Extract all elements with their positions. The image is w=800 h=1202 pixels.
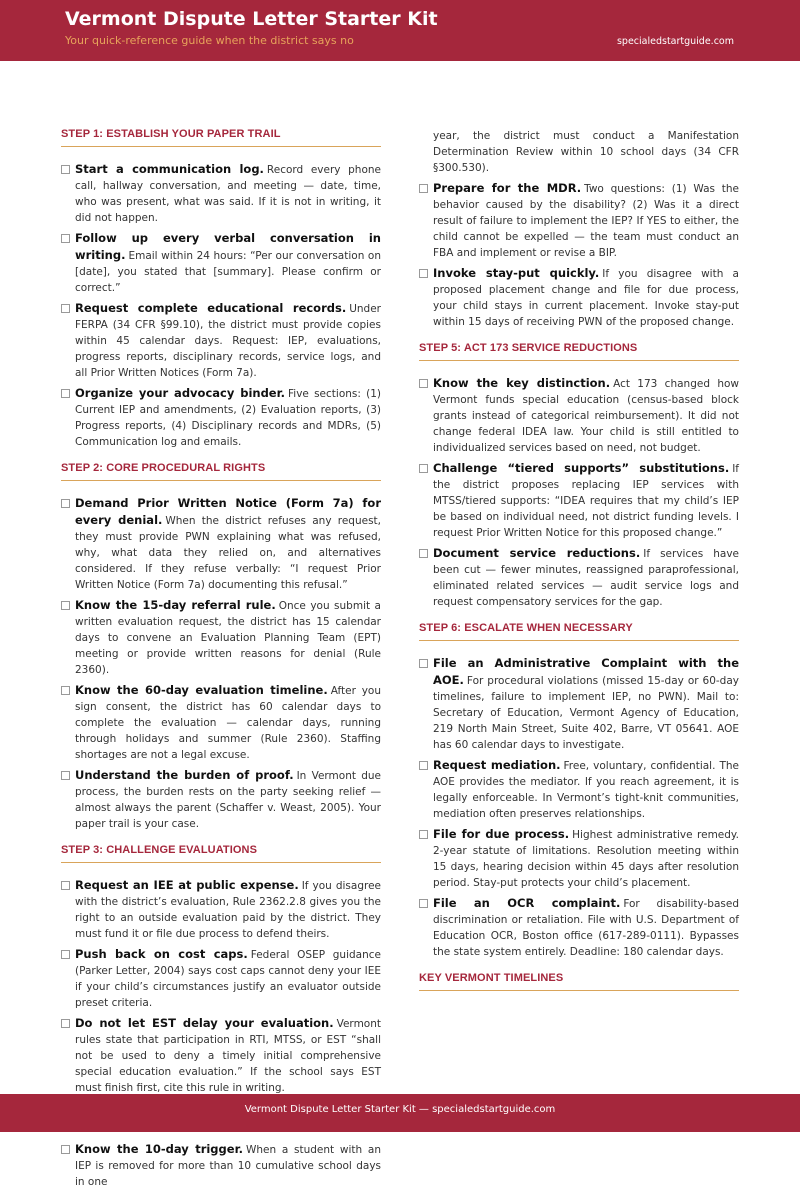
item-lead: Follow up every verbal conversation in writing. (75, 231, 381, 262)
page-footer (0, 1094, 800, 1132)
item-lead: Invoke stay-put quickly. (433, 266, 600, 280)
item-text: In Vermont due process, the burden rests on the party seeking relief — almost always the parent (Schaffer v. Weast, 2005). Your paper trail is your case. (75, 770, 381, 830)
item-text: When the district refuses any request, they must provide PWN explaining what was refused, why, what data they relied on, and alternatives considered. If they refuse verbally: “I request Prior Written Notice (Form 7a) documenting this refusal.” (75, 515, 382, 591)
checklist-item (419, 757, 739, 822)
right-column (419, 128, 739, 1005)
item-lead: Request an IEE at public expense. (75, 878, 299, 892)
checkbox-icon[interactable] (61, 1145, 70, 1154)
item-lead: Document service reductions. (433, 546, 641, 560)
checkbox-icon[interactable] (61, 165, 70, 174)
section (419, 180, 739, 330)
item-lead: Request mediation. (433, 758, 561, 772)
item-lead: Know the 15-day referral rule. (75, 598, 276, 612)
item-text: Act 173 changed how Vermont funds special education (census-based block grants instead of categorical reimbursement). It did not change federal IDEA law. Your child is still entitled to individualized services based on need, not budget. (433, 378, 739, 454)
checklist-item (61, 495, 381, 593)
checklist-item (419, 180, 739, 261)
item-text: Under FERPA (34 CFR §99.10), the district must provide copies within 45 calendar days. Request: IEP, evaluations, progress reports, disciplinary records, service logs, and all Prior Written Notices (Form 7a). (75, 303, 381, 379)
item-lead: Do not let EST delay your evaluation. (75, 1016, 334, 1030)
checkbox-icon[interactable] (61, 499, 70, 508)
item-text: If you disagree with a proposed placement change and file for due process, your child stays in current placement. Invoke stay-put within 15 days of receiving PWN of the proposed change. (433, 268, 739, 328)
section (419, 342, 739, 610)
section (61, 128, 381, 450)
header-site-link[interactable]: specialedstartguide.com (616, 36, 734, 47)
item-lead: Know the 10-day trigger. (75, 1142, 243, 1156)
checklist-item (61, 946, 381, 1011)
checkbox-icon[interactable] (61, 304, 70, 313)
checklist-item (419, 265, 739, 330)
checklist-item (61, 300, 381, 381)
item-lead: Demand Prior Written Notice (Form 7a) for every denial. (75, 496, 381, 527)
checklist-item (61, 682, 381, 763)
item-lead: Prepare for the MDR. (433, 181, 582, 195)
footer-text: Vermont Dispute Letter Starter Kit — specialedstartguide.com (244, 1104, 556, 1115)
section-title: STEP 1: ESTABLISH YOUR PAPER TRAIL (61, 128, 381, 147)
checklist-item (61, 1015, 381, 1096)
checklist-item (61, 597, 381, 678)
checklist-item (61, 161, 381, 226)
section-title: STEP 6: ESCALATE WHEN NECESSARY (419, 622, 739, 641)
item-text: Record every phone call, hallway conversation, and meeting — date, time, who was present, what was said. If it is not in writing, it did not happen. (75, 164, 381, 224)
step4-continuation-text: year, the district must conduct a Manifestation Determination Review within 10 school days (34 CFR §300.530). (433, 130, 739, 174)
item-lead: File an OCR complaint. (433, 896, 621, 910)
section (419, 972, 739, 991)
checklist-item (419, 545, 739, 610)
item-lead: File for due process. (433, 827, 570, 841)
checkbox-icon[interactable] (61, 771, 70, 780)
item-text: Two questions: (1) Was the behavior caused by the disability? (2) Was it a direct result of failure to implement the IEP? If YES to either, the child cannot be expelled — the team must conduct an FBA and implement or revise a BIP. (433, 183, 739, 259)
section-title: KEY VERMONT TIMELINES (419, 972, 739, 991)
item-lead: Know the 60-day evaluation timeline. (75, 683, 328, 697)
item-text: Vermont rules state that participation in RTI, MTSS, or EST “shall not be used to deny a timely initial comprehensive special education evaluation.” If the school says EST must finish first, cite this rule in writing. (75, 1018, 381, 1094)
item-lead: Organize your advocacy binder. (75, 386, 286, 400)
item-text: If services have been cut — fewer minutes, reassigned paraprofessional, eliminated related services — audit service logs and request compensatory services for the gap. (433, 548, 739, 608)
checklist-item (419, 826, 739, 891)
checklist-item (61, 1141, 381, 1190)
checkbox-icon[interactable] (419, 269, 428, 278)
checkbox-icon[interactable] (419, 659, 428, 668)
page-title: Vermont Dispute Letter Starter Kit (65, 8, 438, 30)
item-lead: File an Administrative Complaint with the AOE. (433, 656, 739, 687)
section-title: STEP 2: CORE PROCEDURAL RIGHTS (61, 462, 381, 481)
checkbox-icon[interactable] (61, 686, 70, 695)
left-column (61, 128, 381, 1202)
item-text: Five sections: (1) Current IEP and amendments, (2) Evaluation reports, (3) Progress reports, (4) Disciplinary records and MDRs, (5) Communication log and emails. (75, 388, 381, 448)
item-text: Federal OSEP guidance (Parker Letter, 2004) says cost caps cannot deny your IEE if your child’s circumstances justify an evaluator outside preset criteria. (75, 949, 381, 1009)
checklist-item (61, 877, 381, 942)
item-text: Email within 24 hours: “Per our conversation on [date], you stated that [summary]. Please confirm or correct.” (75, 250, 381, 294)
checkbox-icon[interactable] (419, 899, 428, 908)
checklist-item (61, 230, 381, 296)
item-text: Once you submit a written evaluation request, the district has 15 calendar days to convene an Evaluation Planning Team (EPT) meeting or provide written reasons for denial (Rule 2360). (75, 600, 381, 676)
item-text: If you disagree with the district’s evaluation, Rule 2362.2.8 gives you the right to an outside evaluation paid by the district. They must fund it or file due process to defend theirs. (75, 880, 382, 940)
checkbox-icon[interactable] (419, 830, 428, 839)
checkbox-icon[interactable] (61, 881, 70, 890)
item-text: For disability-based discrimination or retaliation. File with U.S. Department of Education OCR, Boston office (617-289-0111). Bypasses the state system entirely. Deadline: 180 calendar days. (433, 898, 740, 958)
checklist-item (61, 767, 381, 832)
section (61, 844, 381, 1096)
checklist-item (61, 385, 381, 450)
item-text: For procedural violations (missed 15-day or 60-day timelines, failure to implement IEP, no PWN). Mail to: Secretary of Education, Vermont Agency of Education, 219 North Main Street, Suite 402, Barre, VT 05641. AOE has 60 calendar days to investigate. (433, 675, 739, 751)
item-text: If the district proposes replacing IEP services with MTSS/tiered supports: “IDEA requires that my child’s IEP be based on individual need, not district funding levels. I request Prior Written Notice for this proposed change.” (433, 463, 739, 539)
item-text: Free, voluntary, confidential. The AOE provides the mediator. If you reach agreement, it is legally enforceable. In Vermont’s tight-knit communities, mediation often preserves relationships. (433, 760, 739, 820)
checklist-item (419, 655, 739, 753)
item-lead: Know the key distinction. (433, 376, 611, 390)
item-lead: Request complete educational records. (75, 301, 347, 315)
item-lead: Push back on cost caps. (75, 947, 248, 961)
checkbox-icon[interactable] (419, 379, 428, 388)
checkbox-icon[interactable] (419, 184, 428, 193)
item-lead: Challenge “tiered supports” substitutions. (433, 461, 730, 475)
item-text: When a student with an IEP is removed for more than 10 cumulative school days in one (75, 1144, 381, 1188)
checkbox-icon[interactable] (419, 761, 428, 770)
checklist-item (419, 375, 739, 456)
checkbox-icon[interactable] (61, 950, 70, 959)
checkbox-icon[interactable] (61, 1019, 70, 1028)
item-lead: Understand the burden of proof. (75, 768, 294, 782)
page-header (0, 0, 800, 61)
item-text: After you sign consent, the district has 60 calendar days to complete the evaluation — calendar days, running through holidays and summer (Rule 2360). Staffing shortages are not a legal excuse. (75, 685, 381, 761)
item-lead: Start a communication log. (75, 162, 264, 176)
section (419, 622, 739, 960)
section (61, 462, 381, 832)
checkbox-icon[interactable] (61, 601, 70, 610)
checklist-item (419, 895, 739, 960)
checkbox-icon[interactable] (419, 464, 428, 473)
checkbox-icon[interactable] (419, 549, 428, 558)
section-title: STEP 5: ACT 173 SERVICE REDUCTIONS (419, 342, 739, 361)
section-title: STEP 3: CHALLENGE EVALUATIONS (61, 844, 381, 863)
item-text: Highest administrative remedy. 2-year statute of limitations. Resolution meeting within 15 days, hearing decision within 45 days after resolution period. Stay-put protects your child’s placement. (433, 829, 739, 889)
checkbox-icon[interactable] (61, 389, 70, 398)
checkbox-icon[interactable] (61, 234, 70, 243)
page-subtitle: Your quick-reference guide when the district says no (65, 34, 354, 47)
checklist-item (419, 460, 739, 541)
